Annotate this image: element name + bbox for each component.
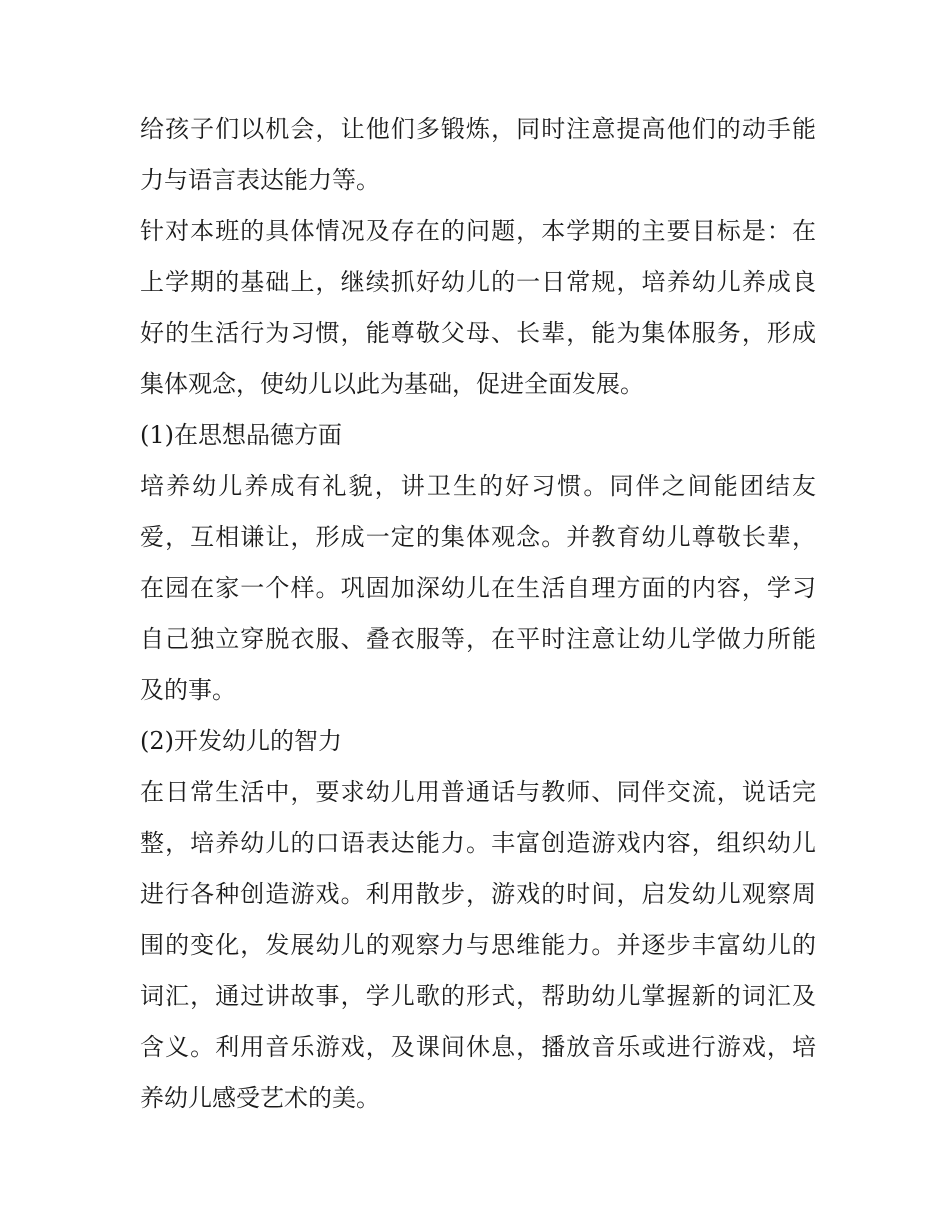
- text-line: 自己独立穿脱衣服、叠衣服等，在平时注意让幼儿学做力所能: [140, 625, 816, 653]
- paragraph-intro-continuation: [140, 104, 816, 206]
- text-line: 养幼儿感受艺术的美。: [140, 1084, 380, 1112]
- text-line: 在园在家一个样。巩固加深幼儿在生活自理方面的内容，学习: [140, 574, 816, 602]
- paragraph-intelligence-development: [140, 767, 816, 1124]
- text-line: 上学期的基础上，继续抓好幼儿的一日常规，培养幼儿养成良: [140, 268, 816, 296]
- document-body: [140, 104, 816, 1124]
- text-line: 力与语言表达能力等。: [140, 166, 380, 194]
- text-line: 给孩子们以机会，让他们多锻炼，同时注意提高他们的动手能: [140, 115, 816, 143]
- text-line: 及的事。: [140, 676, 236, 704]
- text-line: 整，培养幼儿的口语表达能力。丰富创造游戏内容，组织幼儿: [140, 829, 816, 857]
- text-line: 好的生活行为习惯，能尊敬父母、长辈，能为集体服务，形成: [140, 319, 816, 347]
- text-line: 集体观念，使幼儿以此为基础，促进全面发展。: [140, 370, 644, 398]
- text-line: 培养幼儿养成有礼貌，讲卫生的好习惯。同伴之间能团结友: [140, 472, 816, 500]
- text-line: 爱，互相谦让，形成一定的集体观念。并教育幼儿尊敬长辈，: [140, 523, 816, 551]
- section-heading: (2)开发幼儿的智力: [140, 727, 342, 755]
- text-line: 含义。利用音乐游戏，及课间休息，播放音乐或进行游戏，培: [140, 1033, 816, 1061]
- section-heading: (1)在思想品德方面: [140, 421, 342, 449]
- text-line: 围的变化，发展幼儿的观察力与思维能力。并逐步丰富幼儿的: [140, 931, 816, 959]
- paragraph-semester-goals: [140, 206, 816, 410]
- section-heading-moral: [140, 410, 816, 461]
- paragraph-moral-education: [140, 461, 816, 716]
- section-heading-intelligence: [140, 716, 816, 767]
- text-line: 进行各种创造游戏。利用散步，游戏的时间，启发幼儿观察周: [140, 880, 816, 908]
- text-line: 针对本班的具体情况及存在的问题，本学期的主要目标是：在: [140, 217, 816, 245]
- text-line: 在日常生活中，要求幼儿用普通话与教师、同伴交流，说话完: [140, 778, 816, 806]
- text-line: 词汇，通过讲故事，学儿歌的形式，帮助幼儿掌握新的词汇及: [140, 982, 816, 1010]
